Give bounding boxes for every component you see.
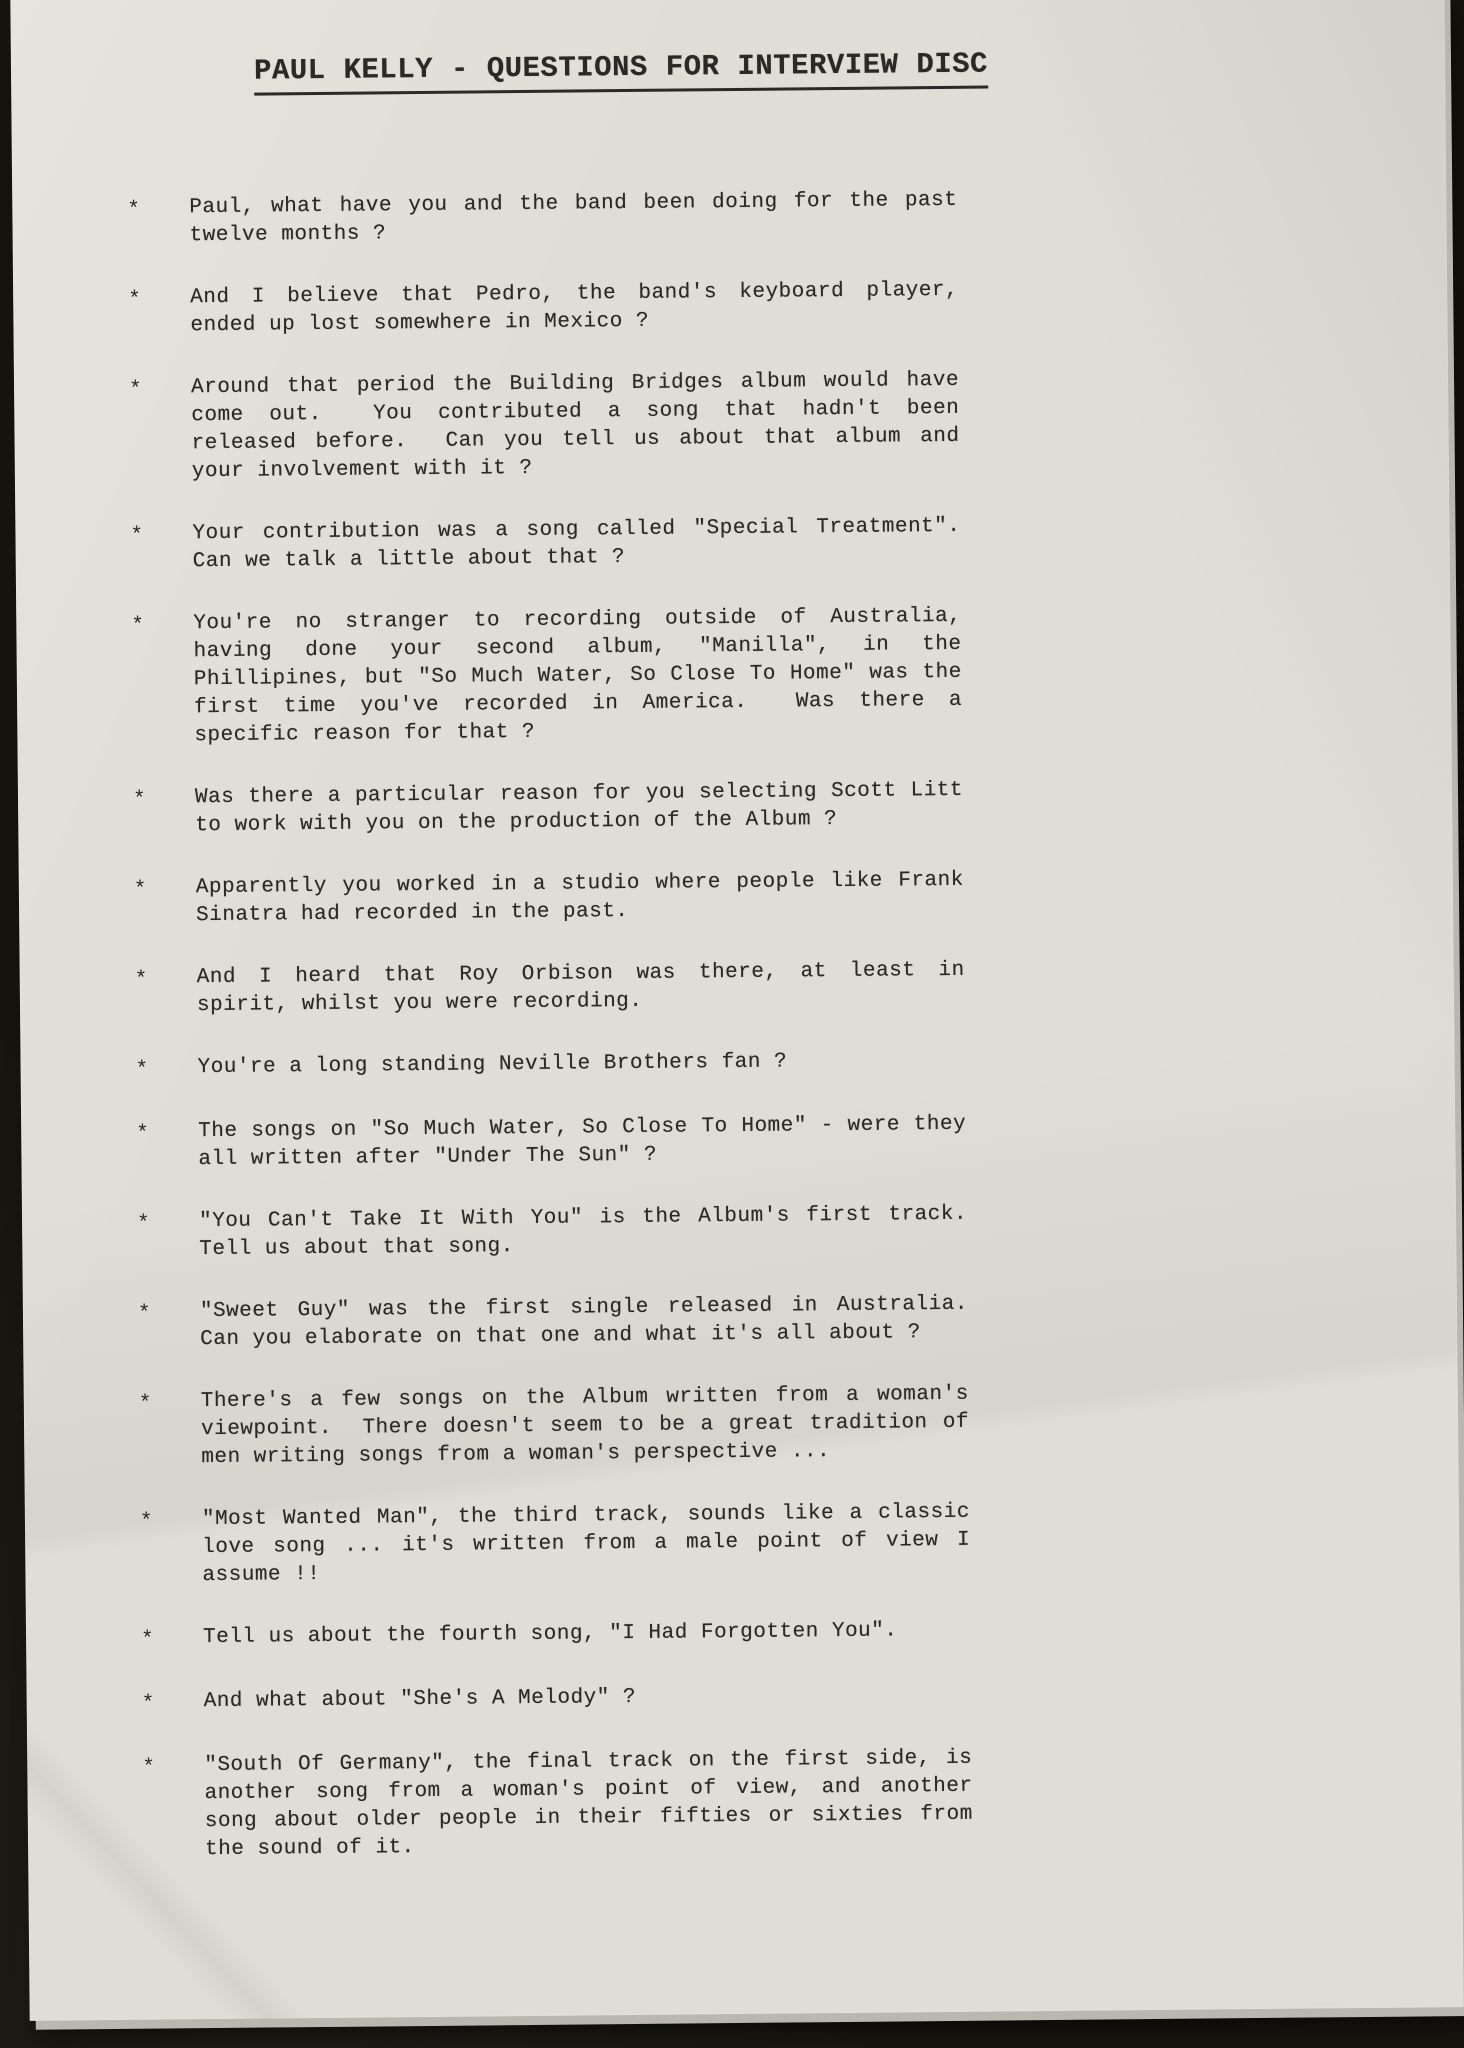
question-text: And I heard that Roy Orbison was there, at least in spirit, whilst you were recording. bbox=[196, 958, 978, 1018]
bullet-marker: * bbox=[134, 968, 148, 992]
question-item bbox=[133, 867, 978, 931]
bullet-marker: * bbox=[128, 378, 143, 402]
bullet-marker: * bbox=[135, 1058, 149, 1082]
question-item bbox=[138, 1381, 983, 1473]
bullet-marker: * bbox=[141, 1692, 155, 1716]
bullet-marker: * bbox=[136, 1212, 151, 1236]
question-item bbox=[136, 1201, 994, 1265]
bullet-marker: * bbox=[142, 1756, 156, 1780]
question-text: "South Of Germany", the final track on the first side, is another song from a woman's point of view, and another song about older people in their fifties or sixties from the sound of it. bbox=[204, 1746, 987, 1862]
bullet-marker: * bbox=[136, 1122, 150, 1146]
question-text: "You Can't Take It With You" is the Album's first track. Tell us about that song. bbox=[198, 1202, 994, 1262]
bullet-marker: * bbox=[133, 878, 148, 902]
bullet-marker: * bbox=[130, 524, 144, 548]
bullet-marker: * bbox=[132, 788, 147, 812]
question-text: Your contribution was a song called "Special Treatment". Can we talk a little about that ? bbox=[192, 514, 974, 574]
question-item bbox=[128, 367, 973, 487]
question-list bbox=[127, 187, 994, 1899]
question-text: Tell us about the fourth song, "I Had Forgotten You". bbox=[202, 1619, 898, 1650]
question-item bbox=[130, 513, 974, 577]
document-content bbox=[126, 47, 994, 1899]
question-text: You're no stranger to recording outside of Australia, having done your second album, "Manilla", in the Phillipines, but "So Much Water, So Close To Home" was the first time you've recorded in America. Was there a specific reason for that ? bbox=[193, 604, 976, 748]
scanned-document-page bbox=[10, 0, 1463, 2021]
question-item bbox=[135, 1047, 965, 1085]
question-text: The songs on "So Much Water, So Close To Home" - were they all written after "Under The Sun" ? bbox=[198, 1112, 980, 1172]
bullet-marker: * bbox=[139, 1510, 154, 1534]
question-text: Paul, what have you and the band been doing for the past twelve months ? bbox=[189, 188, 971, 248]
question-text: Around that period the Building Bridges album would have come out. You contributed a song that hadn't been released before. Can you tell us about that album and your involvement with it ? bbox=[190, 368, 973, 484]
question-text: And what about "She's A Melody" ? bbox=[203, 1686, 637, 1714]
question-text: "Most Wanted Man", the third track, sounds like a classic love song ... it's written from a male point of view I assume !! bbox=[201, 1500, 984, 1588]
question-text: Was there a particular reason for you selecting Scott Litt to work with you on the production of the Album ? bbox=[194, 778, 977, 838]
question-item bbox=[127, 187, 971, 251]
question-text: Apparently you worked in a studio where people like Frank Sinatra had recorded in the past. bbox=[195, 868, 978, 928]
question-text: "Sweet Guy" was the first single released in Australia. Can you elaborate on that one and what it's all about ? bbox=[199, 1292, 982, 1352]
question-text: There's a few songs on the Album written from a woman's viewpoint. There doesn't seem to be a great tradition of men writing songs from a woman's perspective ... bbox=[200, 1382, 983, 1470]
bullet-marker: * bbox=[138, 1392, 153, 1416]
bullet-marker: * bbox=[137, 1302, 152, 1326]
document-title: PAUL KELLY - QUESTIONS FOR INTERVIEW DISC bbox=[254, 48, 988, 96]
question-item bbox=[132, 777, 977, 841]
question-item bbox=[136, 1111, 980, 1175]
bullet-marker: * bbox=[127, 198, 141, 222]
bullet-marker: * bbox=[128, 288, 142, 312]
question-item bbox=[137, 1291, 982, 1355]
question-text: And I believe that Pedro, the band's keyboard player, ended up lost somewhere in Mexico ? bbox=[190, 278, 972, 338]
question-item bbox=[139, 1499, 984, 1591]
bullet-marker: * bbox=[131, 614, 145, 638]
question-item bbox=[131, 603, 976, 751]
question-item bbox=[141, 1617, 971, 1655]
question-text: You're a long standing Neville Brothers fan ? bbox=[197, 1050, 788, 1080]
question-item bbox=[142, 1681, 972, 1719]
question-item bbox=[142, 1745, 987, 1865]
question-item bbox=[128, 277, 972, 341]
bullet-marker: * bbox=[140, 1628, 155, 1652]
question-item bbox=[134, 957, 978, 1021]
